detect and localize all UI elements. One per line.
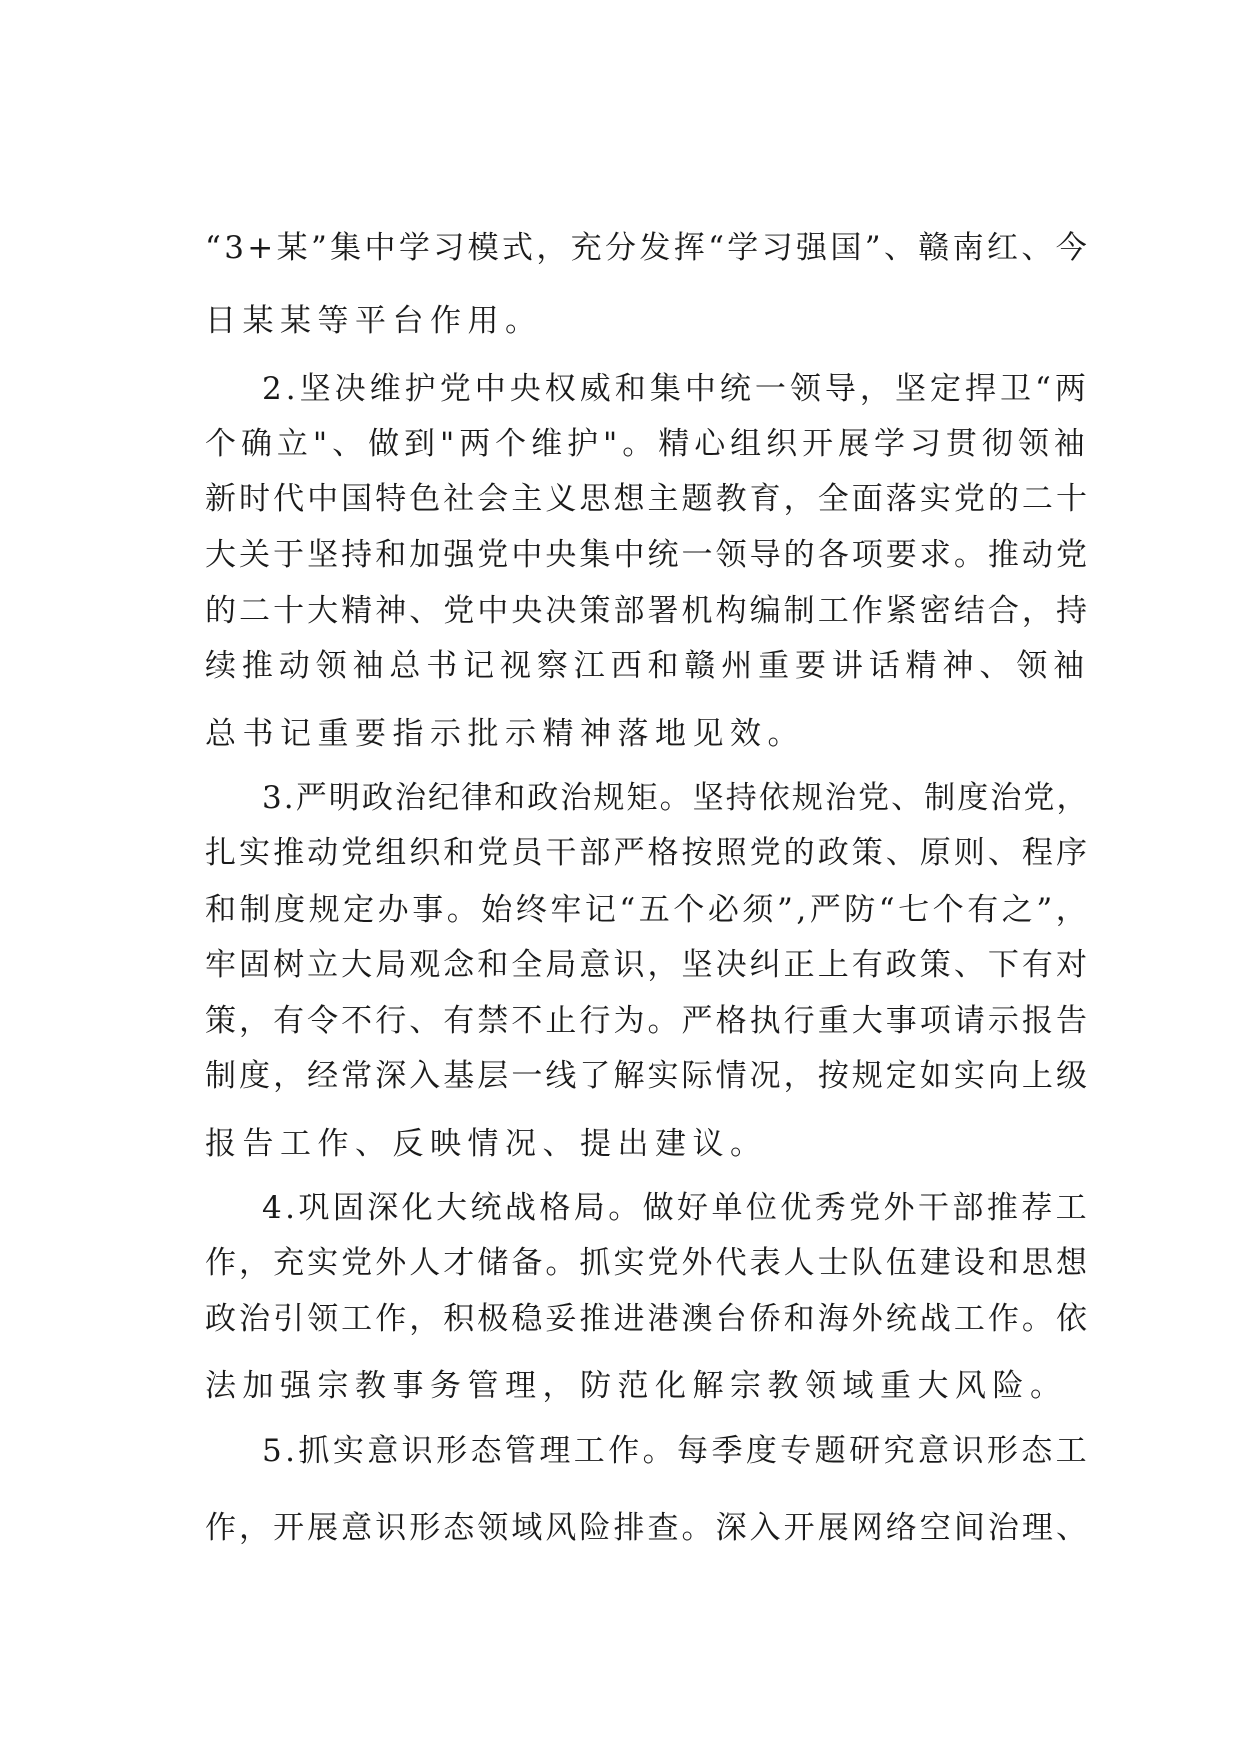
text-line: 作，开展意识形态领域风险排查。深入开展网络空间治理、 bbox=[205, 1510, 1090, 1546]
text-line: 总书记重要指示批示精神落地见效。 bbox=[205, 716, 805, 752]
paragraph-start-4: 4.巩固深化大统战格局。做好单位优秀党外干部推荐工 bbox=[262, 1190, 1091, 1226]
text-line: 日某某等平台作用。 bbox=[205, 303, 543, 339]
text-line: 牢固树立大局观念和全局意识，坚决纠正上有政策、下有对 bbox=[205, 947, 1090, 983]
text-line: 报告工作、反映情况、提出建议。 bbox=[205, 1126, 768, 1162]
text-line: 政治引领工作，积极稳妥推进港澳台侨和海外统战工作。依 bbox=[205, 1301, 1090, 1337]
text-line: 新时代中国特色社会主义思想主题教育，全面落实党的二十 bbox=[205, 481, 1090, 517]
text-line: 法加强宗教事务管理，防范化解宗教领域重大风险。 bbox=[205, 1368, 1068, 1404]
text-line: 个确立"、做到"两个维护"。精心组织开展学习贯彻领袖 bbox=[205, 426, 1090, 462]
text-line: 作，充实党外人才储备。抓实党外代表人士队伍建设和思想 bbox=[205, 1245, 1090, 1281]
paragraph-start-2: 2.坚决维护党中央权威和集中统一领导，坚定捍卫“两 bbox=[262, 371, 1090, 407]
text-line: 策，有令不行、有禁不止行为。严格执行重大事项请示报告 bbox=[205, 1003, 1090, 1039]
text-line: 扎实推动党组织和党员干部严格按照党的政策、原则、程序 bbox=[205, 835, 1090, 871]
paragraph-start-5: 5.抓实意识形态管理工作。每季度专题研究意识形态工 bbox=[262, 1433, 1091, 1469]
text-line: 的二十大精神、党中央决策部署机构编制工作紧密结合，持 bbox=[205, 593, 1090, 629]
text-line: 制度，经常深入基层一线了解实际情况，按规定如实向上级 bbox=[205, 1058, 1090, 1094]
text-line: “3+某”集中学习模式，充分发挥“学习强国”、赣南红、今 bbox=[205, 230, 1091, 266]
text-line: 和制度规定办事。始终牢记“五个必须”,严防“七个有之”， bbox=[205, 892, 1091, 928]
paragraph-start-3: 3.严明政治纪律和政治规矩。坚持依规治党、制度治党， bbox=[262, 780, 1090, 816]
text-line: 续推动领袖总书记视察江西和赣州重要讲话精神、领袖 bbox=[205, 648, 1090, 684]
text-line: 大关于坚持和加强党中央集中统一领导的各项要求。推动党 bbox=[205, 537, 1090, 573]
